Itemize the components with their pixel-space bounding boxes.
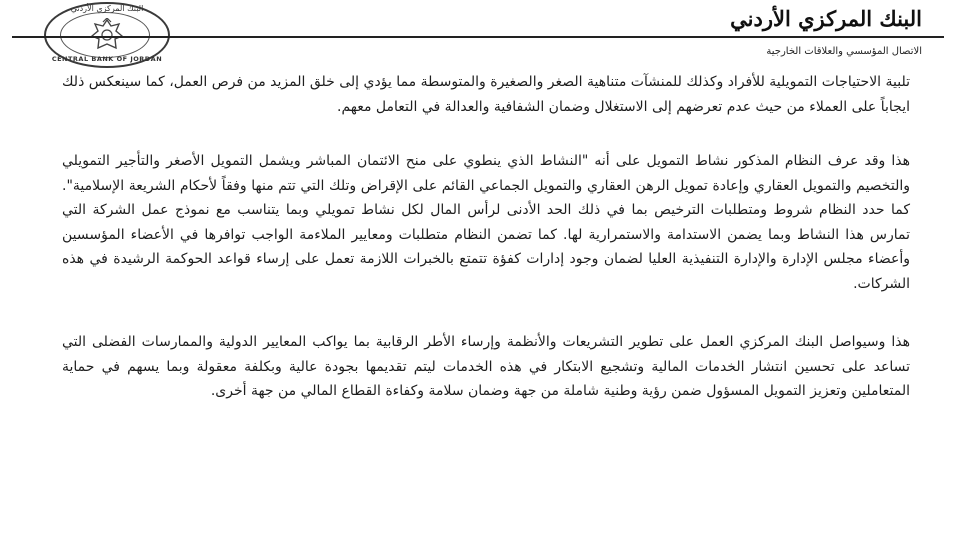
- paragraph-2: هذا وقد عرف النظام المذكور نشاط التمويل على أنه "النشاط الذي ينطوي على منح الائتمان المباشر ويشمل التمويل الأصغر والتأجير التمويلي والتخصيم والتمويل العقاري وإعادة تمويل الرهن العقاري والتمويل الجماعي القائم على الإقراض وتلك التي تتم منها وفقاً لأحكام الشريعة الإسلامية". كما حدد النظام شروط ومتطلبات الترخيص بما في ذلك الحد الأدنى لرأس المال لكل نشاط تمويلي وبما يتناسب مع نموذج عمل الشركة التي تمارس هذا النشاط وبما يضمن الاستدامة والاستمرارية لها. كما تضمن النظام متطلبات ومعايير الملاءمة الواجب توافرها في الأعضاء المؤسسين وأعضاء مجلس الإدارة والإدارة التنفيذية العليا لضمان وجود إدارات كفؤة تتمتع بالخبرات اللازمة تعمل على إرساء قواعد الحوكمة الرشيدة في هذه الشركات.: [62, 153, 910, 292]
- department-name: الاتصال المؤسسي والعلاقات الخارجية: [766, 46, 922, 57]
- crest-icon: [89, 18, 125, 52]
- letter-body: [62, 70, 910, 404]
- paragraph-1: تلبية الاحتياجات التمويلية للأفراد وكذلك للمنشآت متناهية الصغر والصغيرة والمتوسطة مما يؤدي إلى خلق المزيد من فرص العمل، كما سينعكس ذلك ايجاباً على العملاء من حيث عدم تعرضهم إلى الاستغلال وضمان الشفافية والعدالة في التعامل معهم.: [62, 74, 910, 115]
- header-divider: [12, 36, 944, 38]
- paragraph-3: هذا وسيواصل البنك المركزي العمل على تطوير التشريعات والأنظمة وإرساء الأطر الرقابية بما يواكب المعايير الدولية والممارسات الفضلى التي تساعد على تحسين انتشار الخدمات المالية وتشجيع الابتكار في هذه الخدمات ليتم تقديمها بجودة عالية وبكلفة معقولة وبما يسهم في حماية المتعاملين وتعزيز التمويل المسؤول ضمن رؤية وطنية شاملة من جهة وضمان سلامة وكفاءة القطاع المالي من جهة أخرى.: [62, 334, 910, 399]
- bank-name: البنك المركزي الأردني: [730, 6, 922, 31]
- letterhead: [730, 6, 922, 57]
- seal-english-text: CENTRAL BANK OF JORDAN: [51, 55, 163, 63]
- seal-arabic-text: البنك المركزي الأردني: [70, 4, 144, 13]
